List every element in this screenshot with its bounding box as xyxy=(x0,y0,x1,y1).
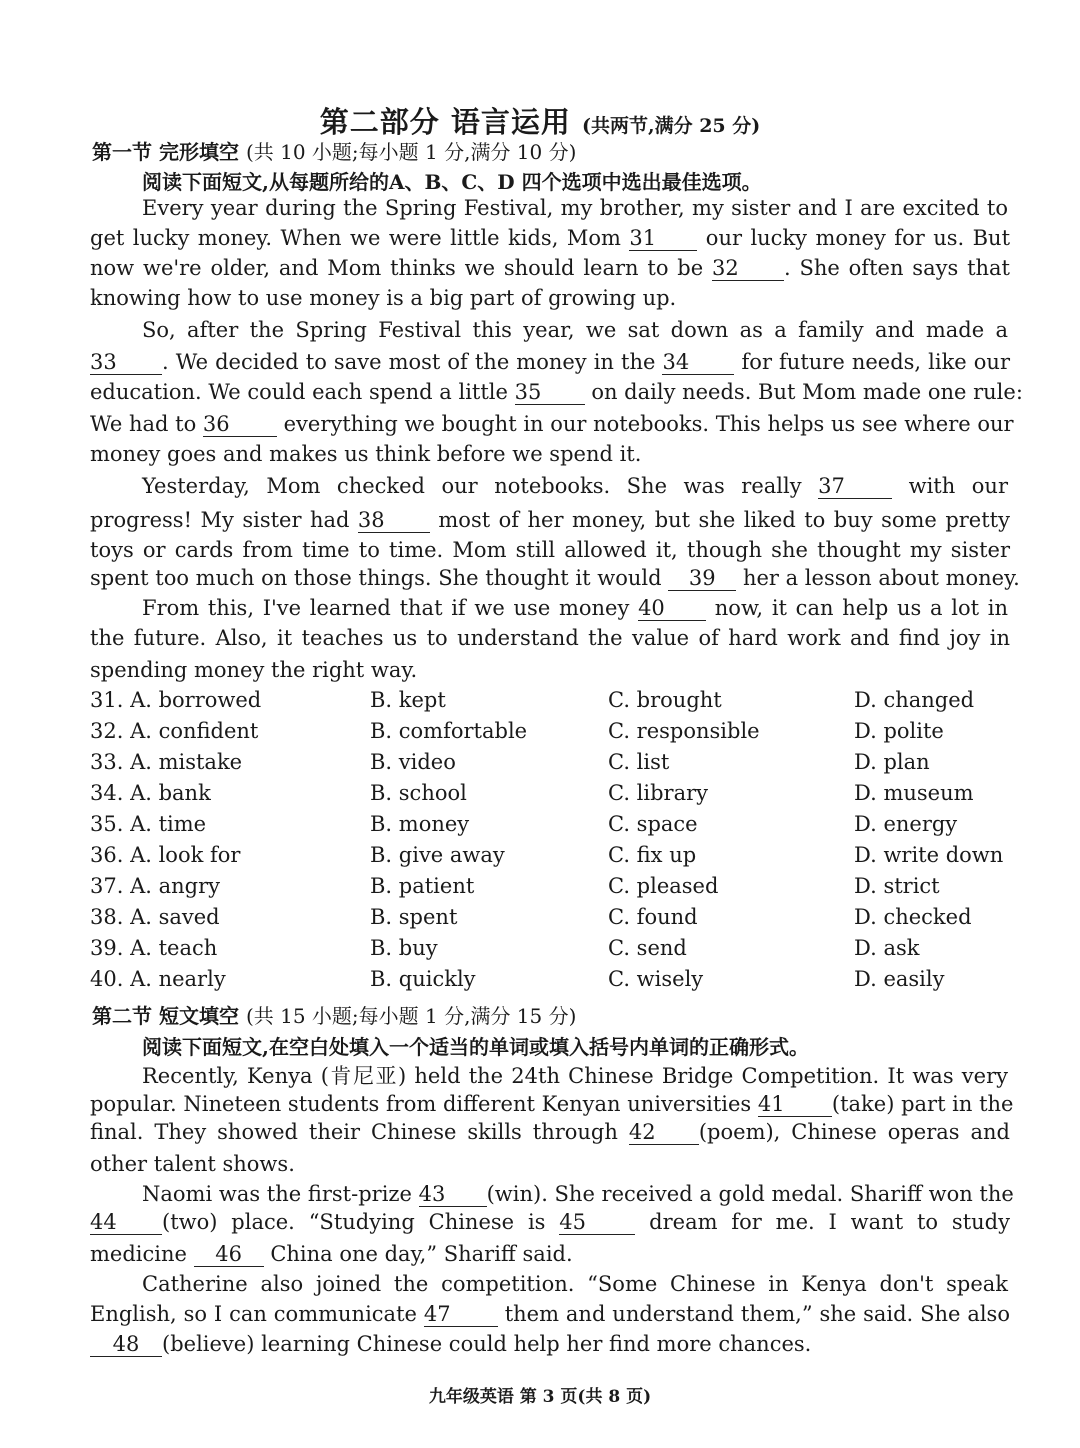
page-footer: 九年级英语 第 3 页(共 8 页) xyxy=(428,1387,652,1407)
blank-36[interactable]: 36 xyxy=(203,413,277,437)
text-span: most of her money, but she liked to buy some pretty xyxy=(438,508,1010,532)
option-c[interactable]: C. found xyxy=(608,905,698,929)
blank-33[interactable]: 33 xyxy=(90,351,162,375)
passage2-line: other talent shows. xyxy=(90,1152,295,1176)
passage1-line xyxy=(90,350,1010,375)
passage1-line xyxy=(90,412,1014,437)
text-span: now, it can help us a lot in xyxy=(714,596,1008,620)
option-row-35 xyxy=(90,812,1020,840)
part-title-main: 第二部分 语言运用 xyxy=(319,105,571,139)
passage2-line xyxy=(90,1120,1010,1145)
text-span: . She often says that xyxy=(784,256,1010,280)
option-c[interactable]: C. pleased xyxy=(608,874,719,898)
text-span: China one day,” Shariff said. xyxy=(270,1242,573,1266)
text-span: now we're older, and Mom thinks we should learn to be xyxy=(90,256,704,280)
text-span: progress! My sister had xyxy=(90,508,350,532)
option-d[interactable]: D. ask xyxy=(854,936,920,960)
text-span: on daily needs. But Mom made one rule: xyxy=(591,380,1023,404)
option-row-36 xyxy=(90,843,1020,871)
text-span: (two) place. “Studying Chinese is xyxy=(162,1210,546,1234)
text-line: Every year during the Spring Festival, my brother, my sister and I are excited to xyxy=(142,196,1008,220)
section2-instruction: 阅读下面短文,在空白处填入一个适当的单词或填入括号内单词的正确形式。 xyxy=(142,1035,809,1059)
option-c[interactable]: C. brought xyxy=(608,688,722,712)
option-d[interactable]: D. checked xyxy=(854,905,972,929)
section2-heading-text: 第二节 短文填空 xyxy=(92,1004,239,1028)
passage2-line xyxy=(90,1302,1010,1327)
option-row-40 xyxy=(90,967,1020,995)
text-span: spent too much on those things. She thought it would xyxy=(90,566,662,590)
text-span: Yesterday, Mom checked our notebooks. She was really xyxy=(142,474,802,498)
blank-47[interactable]: 47 xyxy=(424,1303,498,1327)
passage1-line xyxy=(90,256,1010,281)
passage1-line xyxy=(142,318,1008,342)
text-span: everything we bought in our notebooks. This helps us see where our xyxy=(283,412,1014,436)
option-a[interactable]: 40. A. nearly xyxy=(90,967,226,991)
blank-42[interactable]: 42 xyxy=(629,1121,699,1145)
passage1-line xyxy=(142,196,1008,220)
text-span: . We decided to save most of the money in the xyxy=(162,350,656,374)
passage1-line xyxy=(90,538,1010,562)
option-b[interactable]: B. give away xyxy=(370,843,505,867)
blank-37[interactable]: 37 xyxy=(818,475,892,499)
text-span: for future needs, like our xyxy=(741,350,1010,374)
text-span: Naomi was the first-prize xyxy=(142,1182,412,1206)
section1-heading xyxy=(92,136,576,165)
option-c[interactable]: C. wisely xyxy=(608,967,704,991)
section1-heading-note: (共 10 小题;每小题 1 分,满分 10 分) xyxy=(245,140,577,164)
option-a[interactable]: 33. A. mistake xyxy=(90,750,243,774)
option-c[interactable]: C. list xyxy=(608,750,670,774)
text-span: with our xyxy=(908,474,1008,498)
option-c[interactable]: C. library xyxy=(608,781,709,805)
option-d[interactable]: D. museum xyxy=(854,781,974,805)
option-d[interactable]: D. energy xyxy=(854,812,958,836)
option-row-32 xyxy=(90,719,1020,747)
option-d[interactable]: D. write down xyxy=(854,843,1004,867)
passage2-line xyxy=(90,1210,1010,1235)
text-line: toys or cards from time to time. Mom still allowed it, though she thought my sister xyxy=(90,538,1010,562)
option-c[interactable]: C. space xyxy=(608,812,698,836)
text-line: So, after the Spring Festival this year, we sat down as a family and made a xyxy=(142,318,1008,342)
text-span: English, so I can communicate xyxy=(90,1302,417,1326)
section1-instruction: 阅读下面短文,从每题所给的A、B、C、D 四个选项中选出最佳选项。 xyxy=(142,170,762,194)
option-b[interactable]: B. spent xyxy=(370,905,458,929)
text-span: education. We could each spend a little xyxy=(90,380,508,404)
option-a[interactable]: 32. A. confident xyxy=(90,719,259,743)
passage2-line xyxy=(90,1332,1010,1357)
option-a[interactable]: 34. A. bank xyxy=(90,781,211,805)
passage2-line xyxy=(142,1060,1008,1090)
passage2-line xyxy=(90,1242,1010,1267)
text-span: (win). She received a gold medal. Shariff won the xyxy=(486,1182,1014,1206)
option-c[interactable]: C. responsible xyxy=(608,719,760,743)
text-span: (believe) learning Chinese could help her find more chances. xyxy=(162,1332,812,1356)
blank-32[interactable]: 32 xyxy=(712,257,784,281)
text-span: (poem), Chinese operas and xyxy=(698,1120,1010,1144)
passage1-line: money goes and makes us think before we spend it. xyxy=(90,442,642,466)
blank-40[interactable]: 40 xyxy=(638,597,706,621)
option-b[interactable]: B. comfortable xyxy=(370,719,528,743)
blank-35[interactable]: 35 xyxy=(515,381,585,405)
blank-31[interactable]: 31 xyxy=(629,227,697,251)
passage1-line xyxy=(90,626,1010,650)
text-line: Recently, Kenya (肯尼亚) held the 24th Chinese Bridge Competition. It was very xyxy=(142,1064,1008,1088)
text-span: popular. Nineteen students from different Kenyan universities xyxy=(90,1092,752,1116)
blank-48[interactable]: 48 xyxy=(90,1333,162,1357)
passage2-line xyxy=(90,1092,1014,1117)
option-d[interactable]: D. changed xyxy=(854,688,975,712)
blank-44[interactable]: 44 xyxy=(90,1211,162,1235)
blank-34[interactable]: 34 xyxy=(662,351,734,375)
option-a[interactable]: 36. A. look for xyxy=(90,843,241,867)
passage1-line xyxy=(90,508,1010,533)
option-d[interactable]: D. easily xyxy=(854,967,945,991)
option-a[interactable]: 37. A. angry xyxy=(90,874,220,898)
text-span: get lucky money. When we were little kids, Mom xyxy=(90,226,621,250)
text-span: her a lesson about money. xyxy=(742,566,1020,590)
text-line: the future. Also, it teaches us to understand the value of hard work and find joy in xyxy=(90,626,1010,650)
passage1-line xyxy=(90,566,1020,591)
text-span: them and understand them,” she said. She also xyxy=(504,1302,1010,1326)
option-d[interactable]: D. polite xyxy=(854,719,944,743)
section1-heading-text: 第一节 完形填空 xyxy=(92,140,239,164)
option-row-33 xyxy=(90,750,1020,778)
text-span: From this, I've learned that if we use money xyxy=(142,596,630,620)
option-b[interactable]: B. patient xyxy=(370,874,475,898)
option-d[interactable]: D. plan xyxy=(854,750,930,774)
text-span: dream for me. I want to study xyxy=(649,1210,1010,1234)
option-c[interactable]: C. send xyxy=(608,936,687,960)
option-row-34 xyxy=(90,781,1020,809)
option-row-37 xyxy=(90,874,1020,902)
section2-heading-note: (共 15 小题;每小题 1 分,满分 15 分) xyxy=(245,1004,577,1028)
option-a[interactable]: 38. A. saved xyxy=(90,905,220,929)
option-c[interactable]: C. fix up xyxy=(608,843,697,867)
option-b[interactable]: B. money xyxy=(370,812,470,836)
section2-heading xyxy=(92,1000,576,1029)
text-span: final. They showed their Chinese skills through xyxy=(90,1120,618,1144)
option-row-31 xyxy=(90,688,1020,716)
passage2-line xyxy=(142,1272,1008,1296)
option-a[interactable]: 39. A. teach xyxy=(90,936,218,960)
option-b[interactable]: B. quickly xyxy=(370,967,476,991)
text-span: (take) part in the xyxy=(831,1092,1014,1116)
blank-46[interactable]: 46 xyxy=(194,1243,264,1267)
blank-43[interactable]: 43 xyxy=(419,1183,487,1207)
blank-38[interactable]: 38 xyxy=(358,509,430,533)
passage1-line xyxy=(142,596,1008,621)
passage1-line xyxy=(142,474,1008,499)
part-title xyxy=(0,100,1080,141)
part-title-sub: (共两节,满分 25 分) xyxy=(581,115,761,137)
text-span: our lucky money for us. But xyxy=(705,226,1011,250)
text-line: Catherine also joined the competition. “Some Chinese in Kenya don't speak xyxy=(142,1272,1008,1296)
passage1-line: knowing how to use money is a big part of growing up. xyxy=(90,286,677,310)
option-d[interactable]: D. strict xyxy=(854,874,940,898)
passage1-line: spending money the right way. xyxy=(90,658,418,682)
option-b[interactable]: B. kept xyxy=(370,688,446,712)
option-a[interactable]: 35. A. time xyxy=(90,812,207,836)
passage1-line xyxy=(90,380,1023,405)
option-b[interactable]: B. school xyxy=(370,781,467,805)
blank-41[interactable]: 41 xyxy=(758,1093,832,1117)
option-a[interactable]: 31. A. borrowed xyxy=(90,688,262,712)
text-span: We had to xyxy=(90,412,197,436)
option-b[interactable]: B. video xyxy=(370,750,456,774)
blank-45[interactable]: 45 xyxy=(559,1211,635,1235)
option-row-38 xyxy=(90,905,1020,933)
passage2-line xyxy=(142,1182,1014,1207)
exam-page xyxy=(0,60,1080,1420)
passage1-line xyxy=(90,226,1010,251)
text-span: medicine xyxy=(90,1242,187,1266)
option-row-39 xyxy=(90,936,1020,964)
blank-39[interactable]: 39 xyxy=(668,567,736,591)
option-b[interactable]: B. buy xyxy=(370,936,438,960)
